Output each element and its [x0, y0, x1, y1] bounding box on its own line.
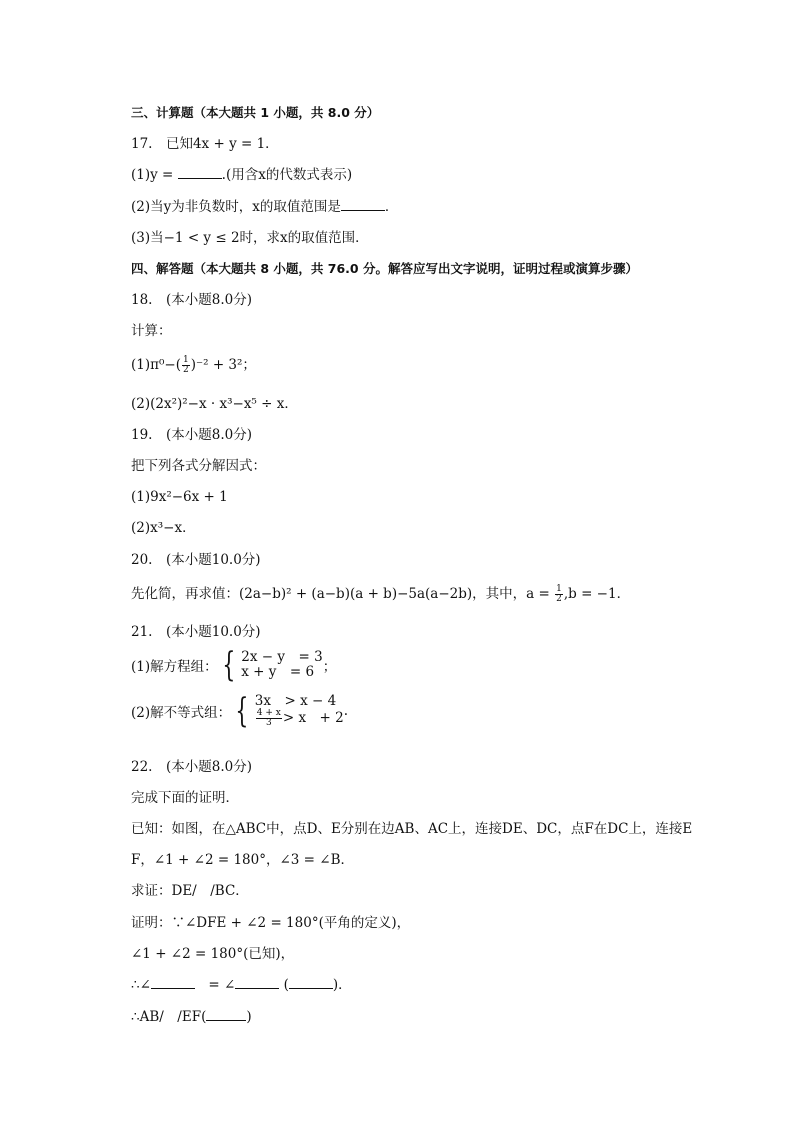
q18-part2: (2)(2x²)²−x · x³−x⁵ ÷ x． — [131, 396, 298, 412]
equation: x + y = 6 — [241, 664, 315, 680]
q22-proof-line4: ∴AB/ /EF( ) — [131, 1009, 252, 1025]
q17-part2: (2)当y为非负数时，x的取值范围是 ． — [131, 199, 399, 215]
q20-stem: 20. (本小题10.0分) — [131, 552, 261, 568]
section3-title: 三、计算题（本大题共 1 小题，共 8.0 分） — [131, 105, 380, 120]
q19-stem: 19. (本小题8.0分) — [131, 427, 252, 443]
q20-text: 先化简，再求值：(2a−b)² + (a−b)(a + b)−5a(a−2b)，其中，a = $\frac{1}{2}$ ,b = −1． — [131, 584, 631, 604]
q22-intro: 完成下面的证明． — [131, 790, 239, 806]
q21-part2-inequality-system: (2)解不等式组： { 3x > x − 4 $\frac{4 + x}{3}$ > x + 2 . — [131, 691, 349, 731]
left-brace-icon: { — [221, 645, 235, 685]
answer-blank[interactable] — [235, 976, 279, 989]
q22-given-line1: 已知：如图，在△ABC中，点D、E分别在边AB、AC上，连接DE、DC，点F在DC上，连接E — [131, 821, 693, 837]
q18-stem: 18. (本小题8.0分) — [131, 292, 252, 308]
q22-given-line2: F，∠1 + ∠2 = 180°，∠3 = ∠B． — [131, 852, 355, 868]
q19-part2: (2)x³−x． — [131, 520, 196, 536]
fraction: $\frac{1}{2}$ — [556, 584, 562, 604]
q21-part1-equation-system: (1)解方程组： { 2x − y = 3 x + y = 6 ； — [131, 645, 337, 685]
q17-stem: 17. 已知4x + y = 1． — [131, 136, 279, 152]
answer-blank[interactable] — [151, 976, 195, 989]
left-brace-icon: { — [235, 691, 249, 731]
q19-intro: 把下列各式分解因式： — [131, 458, 266, 474]
q17-part3: (3)当−1 < y ≤ 2时，求x的取值范围． — [131, 230, 369, 246]
answer-blank[interactable] — [178, 166, 222, 179]
equation: 2x − y = 3 — [241, 649, 323, 665]
q18-intro: 计算： — [131, 323, 172, 339]
q22-prove: 求证：DE/ /BC． — [131, 883, 249, 899]
answer-blank[interactable] — [206, 1008, 246, 1021]
inequality: 3x > x − 4 — [254, 693, 337, 709]
q21-stem: 21. (本小题10.0分) — [131, 624, 261, 640]
q18-part1: (1)π⁰−( $\frac{1}{2}$ )⁻² + 3²； — [131, 355, 256, 375]
q22-proof-line3: ∴∠ = ∠ ( )． — [131, 977, 352, 993]
fraction: $\frac{4 + x}{3}$ — [256, 708, 281, 728]
q17-part1: (1)y = .(用含x的代数式表示) — [131, 167, 353, 183]
answer-blank[interactable] — [289, 976, 333, 989]
fraction: $\frac{1}{2}$ — [183, 355, 189, 375]
q19-part1: (1)9x²−6x + 1 — [131, 489, 228, 505]
section4-title: 四、解答题（本大题共 8 小题，共 76.0 分。解答应写出文字说明，证明过程或演算步骤） — [131, 261, 638, 276]
inequality: $\frac{4 + x}{3}$ > x + 2 — [256, 708, 344, 728]
answer-blank[interactable] — [341, 198, 385, 211]
q22-proof-line1: 证明：∵∠DFE + ∠2 = 180°(平角的定义)， — [131, 915, 411, 931]
q22-proof-line2: ∠1 + ∠2 = 180°(已知)， — [131, 946, 295, 962]
q22-stem: 22. (本小题8.0分) — [131, 759, 252, 775]
